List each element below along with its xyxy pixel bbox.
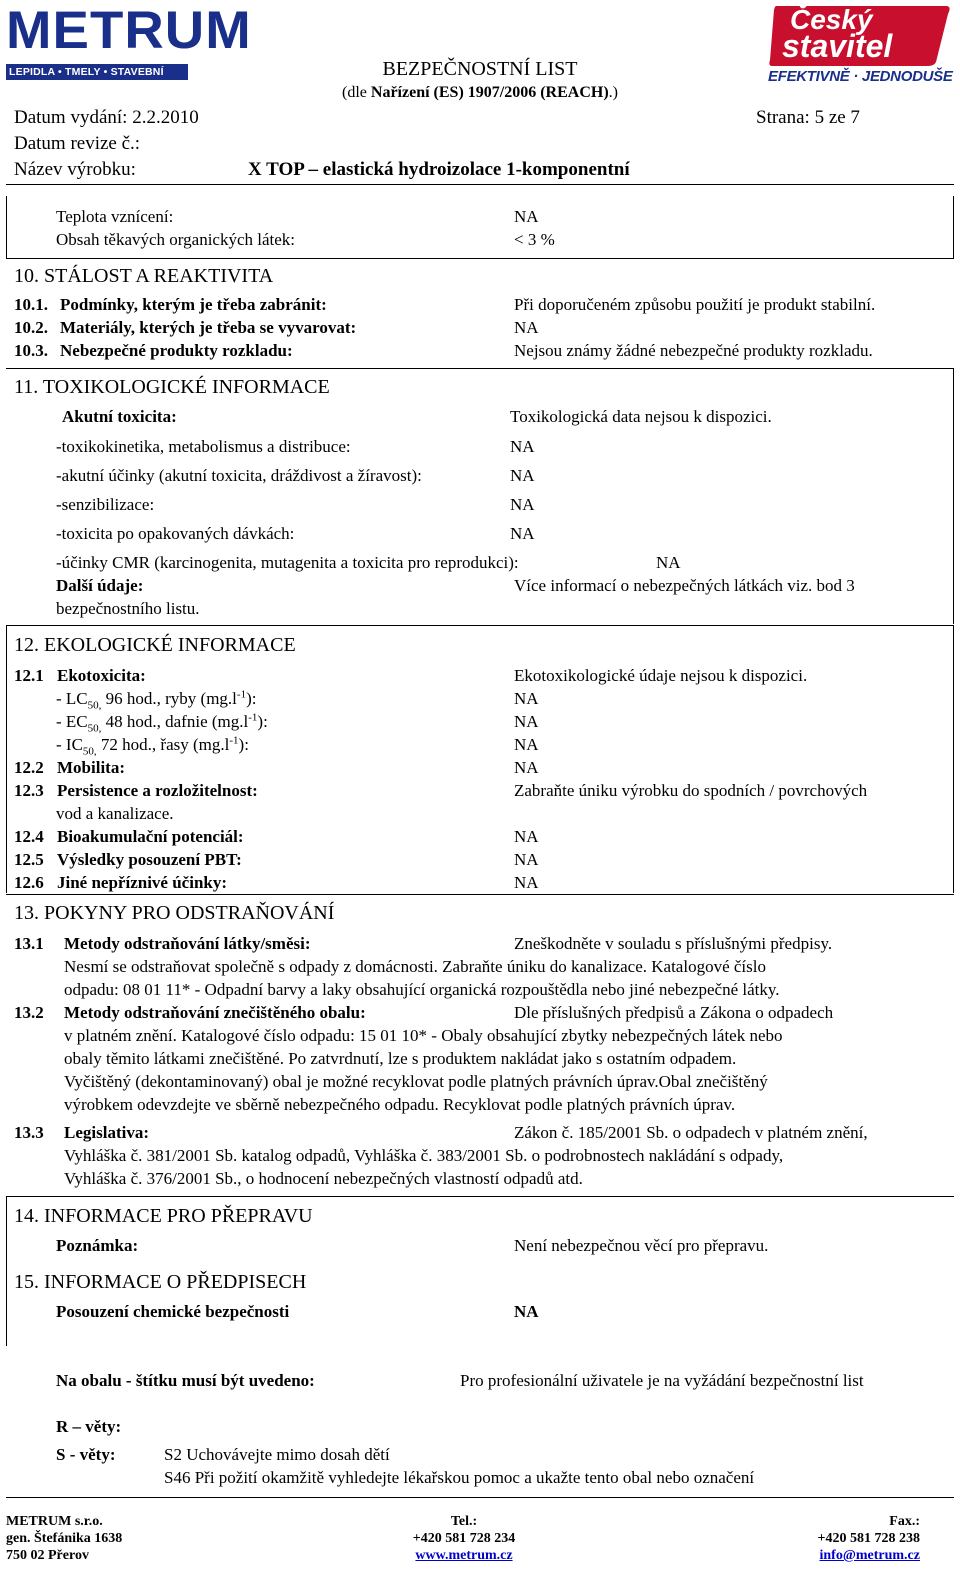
other-data-value: Více informací o nebezpečných látkách viz. bod 3 — [514, 576, 855, 595]
s13-3-line2: Vyhláška č. 381/2001 Sb. katalog odpadů, Vyhláška č. 383/2001 Sb. o podrobnostech nakládání s odpady, — [64, 1146, 784, 1165]
footer-email-anchor[interactable]: info@metrum.cz — [819, 1548, 920, 1563]
product-name: X TOP – elastická hydroizolace 1-komponentní — [248, 159, 630, 180]
s13-3-value: Zákon č. 185/2001 Sb. o odpadech v platném znění, — [514, 1123, 868, 1142]
persistence-num: 12.3 — [14, 781, 44, 800]
bioaccumulation-num: 12.4 — [14, 827, 44, 846]
packaging-label: Na obalu - štítku musí být uvedeno: — [56, 1371, 315, 1390]
s11-row-3-value: NA — [510, 495, 535, 514]
acute-toxicity-label: Akutní toxicita: — [62, 407, 177, 426]
mobility-value: NA — [514, 758, 539, 777]
mobility-num: 12.2 — [14, 758, 44, 777]
ec50-label: - $EC_{50,}$ 48 hod., dafnie $(mg.l^{-1})$: — [56, 711, 268, 735]
s11-row-1-value: NA — [510, 437, 535, 456]
bioaccumulation-value: NA — [514, 827, 539, 846]
persistence-value-cont: vod a kanalizace. — [56, 804, 174, 823]
s13-2-num: 13.2 — [14, 1003, 44, 1022]
s11-row-4-value: NA — [510, 524, 535, 543]
ic50-label: - $IC_{50,}$ 72 hod., řasy $(mg.l^{-1})$: — [56, 734, 249, 758]
document-subtitle: (dle Nařízení (ES) 1907/2006 (REACH).) — [342, 84, 618, 101]
section-10-title: 10. STÁLOST A REAKTIVITA — [14, 265, 274, 287]
transport-note-value: Není nebezpečnou věcí pro přepravu. — [514, 1236, 769, 1255]
s13-3-label: Legislativa: — [64, 1123, 149, 1142]
revision-date: Datum revize č.: — [14, 133, 141, 154]
lc50-label: - $LC_{50,}$ 96 hod., ryby $(mg.l^{-1})$: — [56, 688, 257, 712]
footer-tel-label: Tel.: — [450, 1514, 478, 1529]
s13-2-line5: výrobkem odevzdejte ve sběrně nebezpečného odpadu. Recyklovat podle platných právních úprav. — [64, 1095, 736, 1114]
section-11-title: 11. TOXIKOLOGICKÉ INFORMACE — [14, 376, 330, 398]
s13-2-line3: obaly těmito látkami znečištěné. Po zatvrdnutí, lze s produktem nakládat jako s ostatním odpadem. — [64, 1049, 737, 1068]
cesky-stavitel-line2: stavitel — [782, 28, 893, 64]
section-12-title: 12. EKOLOGICKÉ INFORMACE — [14, 634, 296, 656]
ignition-temp-value: NA — [514, 207, 539, 226]
r-phrases-label: R – věty: — [56, 1417, 122, 1436]
s13-1-value: Zneškodněte v souladu s příslušnými předpisy. — [514, 934, 833, 953]
issue-date: Datum vydání: 2.2.2010 — [14, 107, 199, 128]
s13-1-num: 13.1 — [14, 934, 44, 953]
section-13-title: 13. POKYNY PRO ODSTRAŇOVÁNÍ — [14, 902, 335, 924]
s10-row-2-num: 10.2. — [14, 318, 48, 337]
eco-num: 12.1 — [14, 666, 44, 685]
s13-2-line2: v platném znění. Katalogové číslo odpadu: 15 01 10* - Obaly obsahující zbytky nebezpečných látek nebo — [64, 1026, 783, 1045]
voc-label: Obsah těkavých organických látek: — [56, 230, 296, 249]
pbt-num: 12.5 — [14, 850, 44, 869]
cesky-stavitel-tagline: EFEKTIVNĚ · JEDNODUŠE — [768, 68, 953, 85]
ic50-value: NA — [514, 735, 539, 754]
persistence-label: Persistence a rozložitelnost: — [57, 781, 258, 800]
footer-fax: +420 581 728 238 — [817, 1531, 920, 1546]
s10-row-3-num: 10.3. — [14, 341, 48, 360]
s11-row-4-label: -toxicita po opakovaných dávkách: — [56, 524, 295, 543]
footer-email-link[interactable] — [780, 1548, 920, 1564]
s13-2-label: Metody odstraňování znečištěného obalu: — [64, 1003, 366, 1022]
packaging-value: Pro profesionální uživatele je na vyžádání bezpečnostní list — [460, 1371, 864, 1390]
footer-web-link[interactable] — [390, 1548, 538, 1564]
section-15-title: 15. INFORMACE O PŘEDPISECH — [14, 1271, 307, 1293]
metrum-logo-word: METRUM — [6, 1, 252, 60]
ecotoxicity-label: Ekotoxicita: — [57, 666, 146, 685]
s11-row-2-value: NA — [510, 466, 535, 485]
footer-city: 750 02 Přerov — [6, 1548, 89, 1563]
s13-1-label: Metody odstraňování látky/směsi: — [64, 934, 311, 953]
s10-row-3-value: Nejsou známy žádné nebezpečné produkty rozkladu. — [514, 341, 873, 360]
metrum-logo-tagline: LEPIDLA • TMELY • STAVEBNÍ CHEMIE — [9, 66, 164, 90]
s11-row-1-label: -toxikokinetika, metabolismus a distribuce: — [56, 437, 351, 456]
acute-toxicity-value: Toxikologická data nejsou k dispozici. — [510, 407, 772, 426]
s13-2-line4: Vyčištěný (dekontaminovaný) obal je možné recyklovat podle platných právních úprav.Obal znečištěný — [64, 1072, 768, 1091]
s13-1-line2: Nesmí se odstraňovat společně s odpady z domácnosti. Zabraňte úniku do kanalizace. Katalogové číslo — [64, 957, 766, 976]
chemical-safety-value: NA — [514, 1302, 539, 1321]
pbt-value: NA — [514, 850, 539, 869]
footer-tel: +420 581 728 234 — [412, 1531, 516, 1546]
other-data-value-cont: bezpečnostního listu. — [56, 599, 200, 618]
transport-note-label: Poznámka: — [56, 1236, 139, 1255]
s13-3-line3: Vyhláška č. 376/2001 Sb., o hodnocení nebezpečných vlastností odpadů atd. — [64, 1169, 583, 1188]
ec50-value: NA — [514, 712, 539, 731]
s11-row-2-label: -akutní účinky (akutní toxicita, dráždivost a žíravost): — [56, 466, 422, 485]
footer-divider — [6, 1497, 954, 1498]
s13-2-value: Dle příslušných předpisů a Zákona o odpadech — [514, 1003, 834, 1022]
s2-phrase: S2 Uchovávejte mimo dosah dětí — [164, 1445, 390, 1464]
cesky-stavitel-line1: Český — [790, 4, 873, 35]
persistence-value: Zabraňte úniku výrobku do spodních / povrchových — [514, 781, 868, 800]
other-effects-value: NA — [514, 873, 539, 892]
header-divider — [6, 184, 954, 185]
footer-street: gen. Štefánika 1638 — [6, 1531, 123, 1546]
mobility-label: Mobilita: — [57, 758, 125, 777]
bioaccumulation-label: Bioakumulační potenciál: — [57, 827, 244, 846]
s10-row-2-value: NA — [514, 318, 539, 337]
footer-company: METRUM s.r.o. — [6, 1514, 103, 1529]
s-phrases-label: S - věty: — [56, 1445, 116, 1464]
s46-phrase: S46 Při požití okamžitě vyhledejte lékařskou pomoc a ukažte tento obal nebo označení — [164, 1468, 755, 1487]
s10-row-2-label: Materiály, kterých je třeba se vyvarovat: — [60, 318, 357, 337]
s10-row-1-num: 10.1. — [14, 295, 48, 314]
other-data-label: Další údaje: — [56, 576, 144, 595]
s13-3-num: 13.3 — [14, 1123, 44, 1142]
s10-row-1-label: Podmínky, kterým je třeba zabránit: — [60, 295, 327, 314]
footer-web-anchor[interactable]: www.metrum.cz — [415, 1548, 513, 1563]
product-label: Název výrobku: — [14, 159, 136, 180]
s10-row-1-value: Při doporučeném způsobu použití je produkt stabilní. — [514, 295, 876, 314]
section-14-title: 14. INFORMACE PRO PŘEPRAVU — [14, 1205, 313, 1227]
ignition-temp-label: Teplota vznícení: — [56, 207, 174, 226]
page-number: Strana: 5 ze 7 — [756, 107, 860, 128]
lc50-value: NA — [514, 689, 539, 708]
cmr-value: NA — [656, 553, 681, 572]
s13-1-line3: odpadu: 08 01 11* - Odpadní barvy a laky obsahující organická rozpouštědla nebo jiné nebezpečné látky. — [64, 980, 780, 999]
ecotoxicity-value: Ekotoxikologické údaje nejsou k dispozici. — [514, 666, 808, 685]
s11-row-3-label: -senzibilizace: — [56, 495, 155, 514]
other-effects-label: Jiné nepříznivé účinky: — [57, 873, 228, 892]
s10-row-3-label: Nebezpečné produkty rozkladu: — [60, 341, 293, 360]
other-effects-num: 12.6 — [14, 873, 44, 892]
pbt-label: Výsledky posouzení PBT: — [57, 850, 242, 869]
document-title: BEZPEČNOSTNÍ LIST — [382, 58, 578, 80]
footer-fax-label: Fax.: — [889, 1514, 920, 1529]
voc-value: < 3 % — [514, 230, 555, 249]
cmr-label: -účinky CMR (karcinogenita, mutagenita a toxicita pro reprodukci): — [56, 553, 519, 572]
chemical-safety-label: Posouzení chemické bezpečnosti — [56, 1302, 290, 1321]
